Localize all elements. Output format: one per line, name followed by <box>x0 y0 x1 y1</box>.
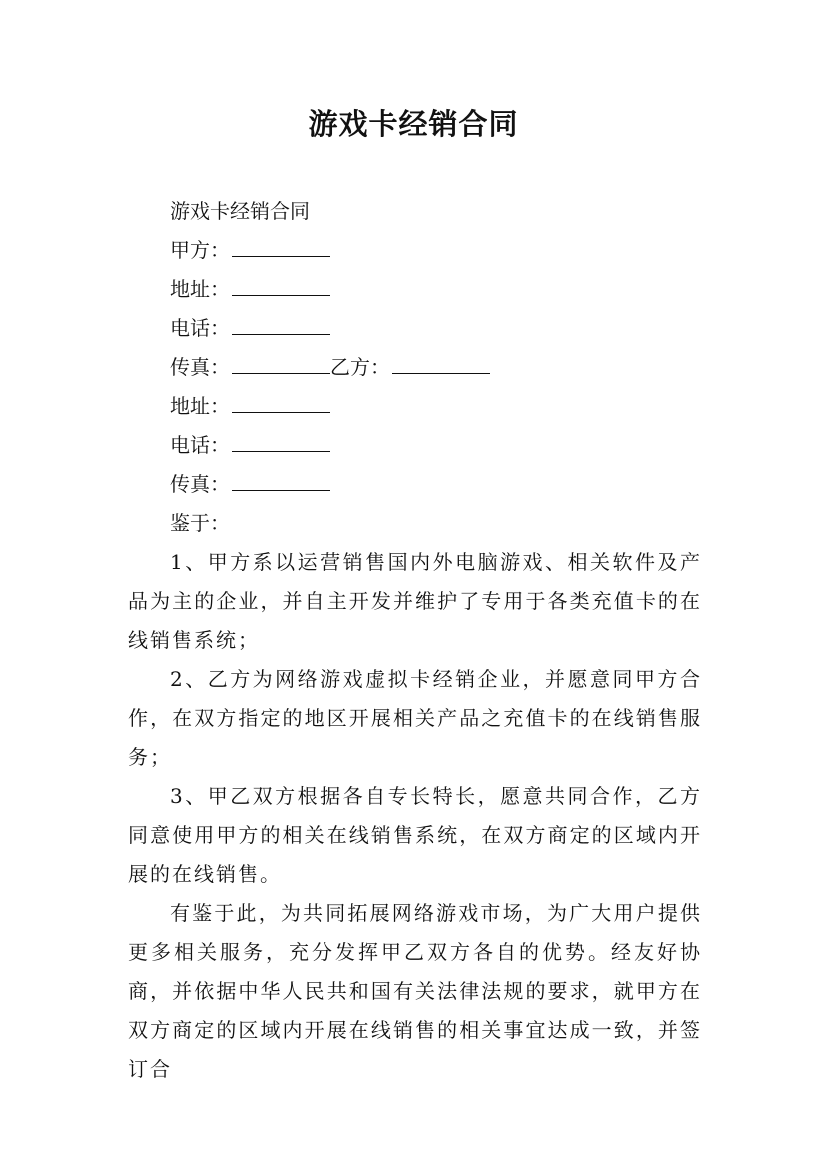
phone-a-line <box>128 309 702 348</box>
document-body <box>128 192 702 1089</box>
party-b-label: 乙方： <box>330 355 390 379</box>
party-a-blank <box>232 232 330 257</box>
party-a-label: 甲方： <box>170 238 230 262</box>
paragraph-2: 2、乙方为网络游戏虚拟卡经销企业，并愿意同甲方合作，在双方指定的地区开展相关产品之充值卡的在线销售服务； <box>128 667 702 769</box>
fax-b-blank <box>232 466 330 491</box>
fax-b-line <box>128 465 702 504</box>
fax-a-blank <box>232 349 330 374</box>
paragraph-1: 1、甲方系以运营销售国内外电脑游戏、相关软件及产品为主的企业，并自主开发并维护了专用于各类充值卡的在线销售系统； <box>128 550 702 652</box>
phone-b-blank <box>232 427 330 452</box>
document-title: 游戏卡经销合同 <box>308 107 519 141</box>
paragraph-3: 3、甲乙双方根据各自专长特长，愿意共同合作，乙方同意使用甲方的相关在线销售系统，在双方商定的区域内开展的在线销售。 <box>128 784 702 886</box>
fax-a-party-b-line <box>128 348 702 387</box>
phone-b-line <box>128 426 702 465</box>
document-subtitle: 游戏卡经销合同 <box>170 199 310 223</box>
party-b-blank <box>392 349 490 374</box>
address-b-blank <box>232 388 330 413</box>
paragraph-4: 有鉴于此，为共同拓展网络游戏市场，为广大用户提供更多相关服务，充分发挥甲乙双方各自的优势。经友好协商，并依据中华人民共和国有关法律法规的要求，就甲方在双方商定的区域内开展在线销售的相关事宜达成一致，并签订合 <box>128 901 702 1081</box>
fax-a-label: 传真： <box>170 355 230 379</box>
address-a-blank <box>232 271 330 296</box>
address-a-label: 地址： <box>170 277 230 301</box>
fax-b-label: 传真： <box>170 472 230 496</box>
phone-a-blank <box>232 310 330 335</box>
phone-b-label: 电话： <box>170 433 230 457</box>
whereas-label: 鉴于： <box>170 511 230 535</box>
address-b-line <box>128 387 702 426</box>
party-a-line <box>128 231 702 270</box>
phone-a-label: 电话： <box>170 316 230 340</box>
address-b-label: 地址： <box>170 394 230 418</box>
address-a-line <box>128 270 702 309</box>
